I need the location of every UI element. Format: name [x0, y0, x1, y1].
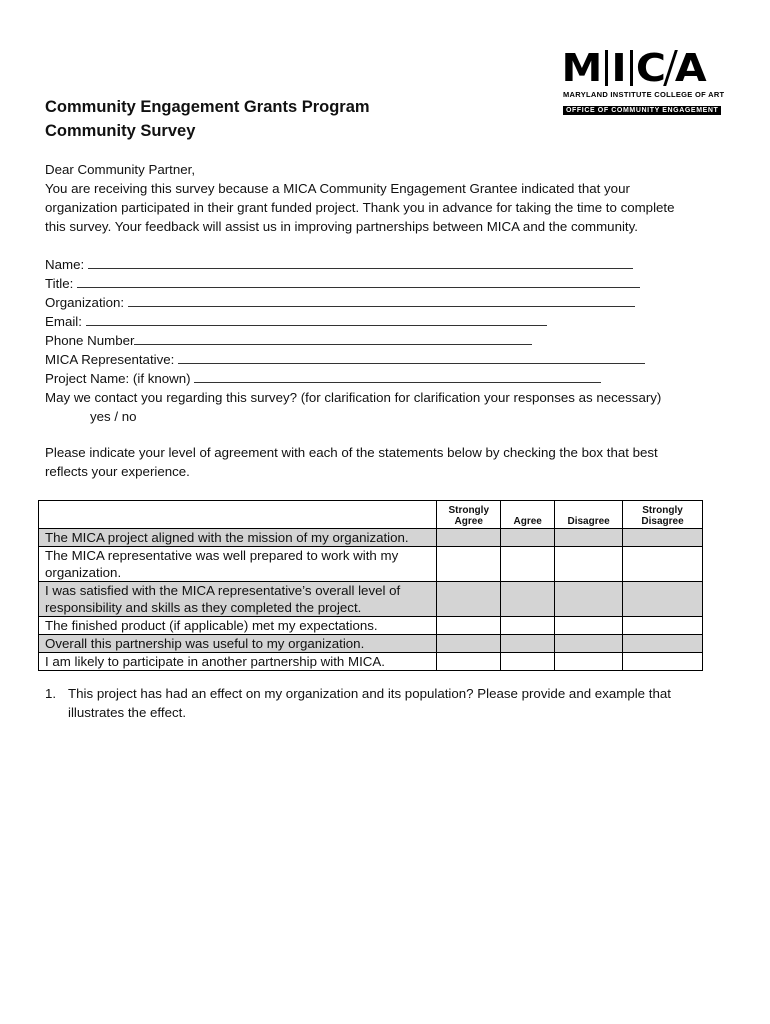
table-header-row	[39, 501, 703, 529]
table-row	[39, 529, 703, 547]
checkbox-disagree[interactable]	[555, 635, 623, 653]
checkbox-disagree[interactable]	[555, 529, 623, 547]
header-strongly-disagree	[623, 501, 703, 529]
statement-text: organization.	[45, 565, 122, 580]
statement-cell	[39, 635, 437, 653]
header-text: Agree	[454, 516, 483, 527]
statement-text: responsibility and skills as they completed the project.	[45, 600, 362, 615]
instructions-line: Please indicate your level of agreement with each of the statements below by checking the box that best	[45, 445, 658, 460]
statement-cell	[39, 582, 437, 617]
contact-options[interactable]: yes / no	[90, 409, 137, 424]
project-input-line[interactable]	[194, 369, 601, 383]
project-field	[45, 369, 725, 388]
email-label: Email:	[45, 314, 82, 329]
checkbox-strongly-agree[interactable]	[437, 653, 501, 671]
logo-divider	[605, 50, 608, 86]
statement-text: Overall this partnership was useful to my organization.	[45, 636, 365, 651]
logo-office-name: OFFICE OF COMMUNITY ENGAGEMENT	[563, 106, 721, 115]
statement-text: The finished product (if applicable) met my expectations.	[45, 618, 378, 633]
title-line-2: Community Survey	[45, 122, 196, 140]
statement-header	[39, 501, 437, 529]
title-field	[45, 274, 725, 293]
phone-field	[45, 331, 725, 350]
checkbox-agree[interactable]	[501, 582, 555, 617]
agreement-table	[38, 500, 703, 671]
logo-letter-m: M	[561, 46, 603, 90]
logo-wordmark	[561, 46, 729, 90]
intro-line: You are receiving this survey because a MICA Community Engagement Grantee indicated that your	[45, 181, 630, 196]
checkbox-disagree[interactable]	[555, 547, 623, 582]
checkbox-strongly-agree[interactable]	[437, 582, 501, 617]
checkbox-strongly-disagree[interactable]	[623, 529, 703, 547]
checkbox-disagree[interactable]	[555, 653, 623, 671]
question-1	[45, 684, 715, 722]
question-line: illustrates the effect.	[68, 705, 187, 720]
question-line: This project has had an effect on my organization and its population? Please provide and example that	[68, 686, 671, 701]
representative-field	[45, 350, 725, 369]
table-row	[39, 547, 703, 582]
statement-text: The MICA project aligned with the mission of my organization.	[45, 530, 409, 545]
question-text	[68, 684, 715, 722]
contact-question: May we contact you regarding this survey? (for clarification for clarification your responses as necessary)	[45, 390, 662, 405]
checkbox-strongly-agree[interactable]	[437, 529, 501, 547]
logo-college-name: MARYLAND INSTITUTE COLLEGE OF ART	[563, 90, 725, 99]
checkbox-strongly-disagree[interactable]	[623, 617, 703, 635]
checkbox-strongly-disagree[interactable]	[623, 635, 703, 653]
page-title	[45, 95, 370, 143]
title-input-line[interactable]	[77, 274, 640, 288]
logo-letter-i: I	[611, 46, 627, 90]
checkbox-strongly-disagree[interactable]	[623, 653, 703, 671]
checkbox-strongly-agree[interactable]	[437, 617, 501, 635]
title-line-1: Community Engagement Grants Program	[45, 98, 370, 116]
organization-field	[45, 293, 725, 312]
organization-input-line[interactable]	[128, 293, 635, 307]
name-label: Name:	[45, 257, 85, 272]
statement-cell	[39, 653, 437, 671]
checkbox-disagree[interactable]	[555, 617, 623, 635]
intro-paragraph	[45, 160, 725, 236]
instructions	[45, 443, 725, 481]
table-row	[39, 582, 703, 617]
statement-text: The MICA representative was well prepared to work with my	[45, 548, 399, 563]
checkbox-strongly-agree[interactable]	[437, 547, 501, 582]
statement-cell	[39, 529, 437, 547]
name-input-line[interactable]	[88, 255, 633, 269]
header-disagree: Disagree	[555, 501, 623, 529]
checkbox-agree[interactable]	[501, 653, 555, 671]
contact-fields	[45, 255, 725, 426]
logo-letter-a: A	[674, 46, 707, 90]
checkbox-strongly-disagree[interactable]	[623, 547, 703, 582]
intro-line: organization participated in their grant funded project. Thank you in advance for taking the time to complete	[45, 200, 675, 215]
checkbox-strongly-agree[interactable]	[437, 635, 501, 653]
header-strongly-agree	[437, 501, 501, 529]
project-label: Project Name: (if known)	[45, 371, 191, 386]
email-input-line[interactable]	[86, 312, 547, 326]
logo-divider	[630, 50, 633, 86]
table-row	[39, 635, 703, 653]
phone-label: Phone Number	[45, 333, 135, 348]
mica-logo	[561, 46, 729, 117]
statement-text: I am likely to participate in another partnership with MICA.	[45, 654, 385, 669]
header-text: Disagree	[641, 516, 684, 527]
checkbox-disagree[interactable]	[555, 582, 623, 617]
question-number: 1.	[45, 686, 57, 701]
statement-cell	[39, 617, 437, 635]
logo-letter-c: C	[635, 46, 666, 90]
salutation: Dear Community Partner,	[45, 162, 196, 177]
header-agree: Agree	[501, 501, 555, 529]
checkbox-agree[interactable]	[501, 635, 555, 653]
representative-label: MICA Representative:	[45, 352, 175, 367]
organization-label: Organization:	[45, 295, 125, 310]
representative-input-line[interactable]	[178, 350, 645, 364]
intro-line: this survey. Your feedback will assist us in improving partnerships between MICA and the community.	[45, 219, 638, 234]
table-row	[39, 617, 703, 635]
phone-input-line[interactable]	[134, 331, 532, 345]
statement-text: I was satisfied with the MICA representative’s overall level of	[45, 583, 401, 598]
header-text: Strongly	[448, 505, 490, 516]
email-field	[45, 312, 725, 331]
checkbox-strongly-disagree[interactable]	[623, 582, 703, 617]
name-field	[45, 255, 725, 274]
header-text: Strongly	[642, 505, 683, 516]
title-label: Title:	[45, 276, 74, 291]
checkbox-agree[interactable]	[501, 529, 555, 547]
checkbox-agree[interactable]	[501, 547, 555, 582]
instructions-line: reflects your experience.	[45, 464, 190, 479]
table-row	[39, 653, 703, 671]
statement-cell	[39, 547, 437, 582]
checkbox-agree[interactable]	[501, 617, 555, 635]
